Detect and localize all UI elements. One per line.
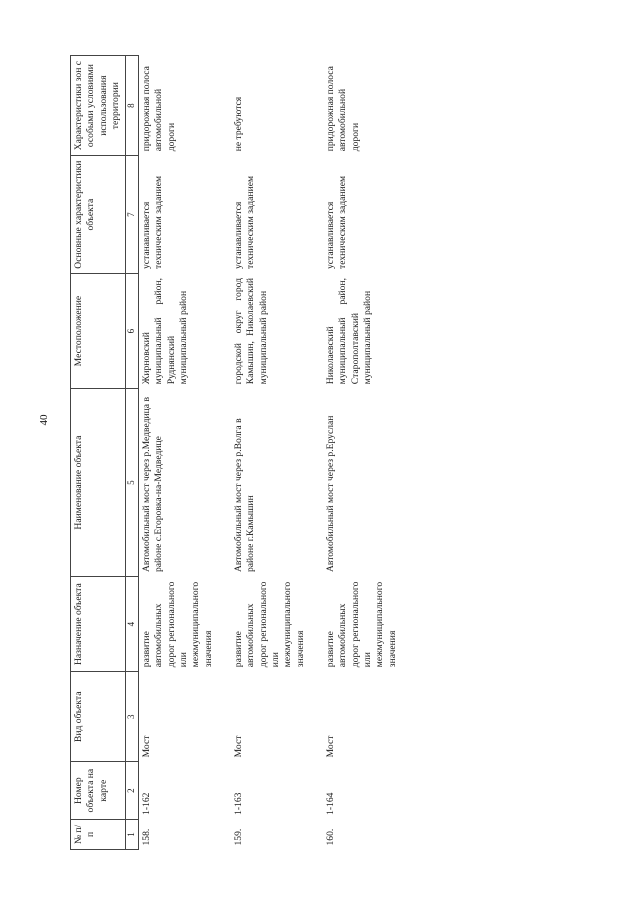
header-cell: Номер объекта на карте xyxy=(71,762,126,820)
column-number: 6 xyxy=(125,273,138,388)
column-number: 4 xyxy=(125,577,138,672)
map-id: 1-163 xyxy=(232,792,244,815)
object-kind: Мост xyxy=(232,735,244,758)
object-location: Жирновский муниципальный район, Руднянский муниципальный район xyxy=(140,277,189,385)
header-cell: Местоположение xyxy=(71,273,126,388)
header-cell: Основные характеристики объекта xyxy=(71,156,126,274)
object-location: Николаевский муниципальный район, Старополтавский муниципальный район xyxy=(324,277,373,385)
object-kind: Мост xyxy=(324,735,336,758)
header-row xyxy=(71,56,126,850)
page-number: 40 xyxy=(38,414,50,426)
row-number: 159. xyxy=(232,828,244,846)
object-location: городской округ город Камышин, Николаевский муниципальный район xyxy=(232,277,269,385)
column-number: 2 xyxy=(125,762,138,820)
header-cell: № п/п xyxy=(71,819,126,849)
zone-characteristics: не требуются xyxy=(232,96,244,152)
object-name: Автомобильный мост через р.Медведица в районе с.Егоровка-на-Медведице xyxy=(140,397,165,573)
object-name: Автомобильный мост через р.Еруслан xyxy=(324,415,336,573)
objects-table xyxy=(70,55,415,850)
object-characteristics: устанавливается техническим заданием xyxy=(140,175,165,269)
table-row xyxy=(138,56,231,850)
column-number: 3 xyxy=(125,672,138,762)
table-row xyxy=(231,56,323,850)
row-number: 160. xyxy=(324,828,336,846)
map-id: 1-162 xyxy=(140,792,152,815)
rotated-table-container xyxy=(70,55,560,850)
object-purpose: развитие автомобильных дорог регионального или межмуниципального значения xyxy=(140,581,214,668)
header-cell: Характеристики зон с особыми условиями использования территории xyxy=(71,56,126,156)
zone-characteristics: придорожная полоса автомобильной дороги xyxy=(140,66,177,152)
header-cell: Наименование объекта xyxy=(71,389,126,577)
header-cell: Вид объекта xyxy=(71,672,126,762)
object-characteristics: устанавливается техническим заданием xyxy=(232,175,257,269)
object-kind: Мост xyxy=(140,735,152,758)
map-id: 1-164 xyxy=(324,792,336,815)
row-number: 158. xyxy=(140,828,152,846)
column-number: 7 xyxy=(125,156,138,274)
object-purpose: развитие автомобильных дорог регионального или межмуниципального значения xyxy=(232,581,306,668)
object-purpose: развитие автомобильных дорог регионального или межмуниципального значения xyxy=(324,581,398,668)
table-row xyxy=(323,56,415,850)
column-number-row xyxy=(125,56,138,850)
header-cell: Назначение объекта xyxy=(71,577,126,672)
object-characteristics: устанавливается техническим заданием xyxy=(324,175,349,269)
column-number: 1 xyxy=(125,819,138,849)
zone-characteristics: придорожная полоса автомобильной дороги xyxy=(324,66,361,152)
column-number: 5 xyxy=(125,389,138,577)
object-name: Автомобильный мост через р.Волга в районе г.Камышин xyxy=(232,418,257,573)
column-number: 8 xyxy=(125,56,138,156)
